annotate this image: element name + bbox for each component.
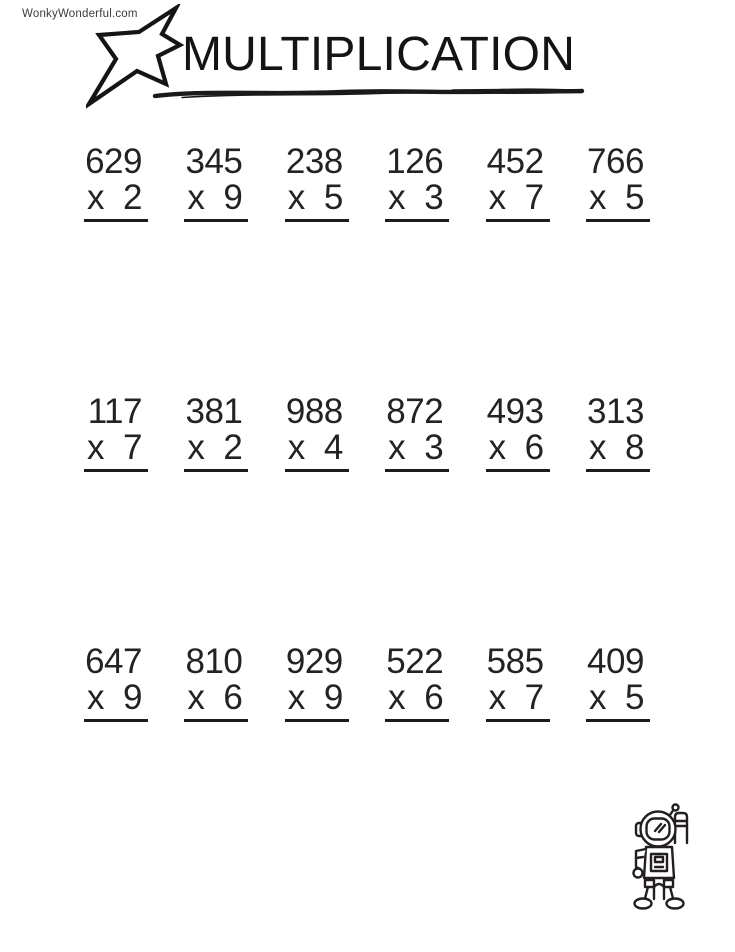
multiplier: 7 <box>524 678 544 717</box>
multiplier-line <box>285 430 349 472</box>
multiplier: 7 <box>524 178 544 217</box>
multiplier: 8 <box>624 428 644 467</box>
multiplicand: 409 <box>587 642 644 681</box>
multiplier: 4 <box>323 428 343 467</box>
multiplier: 7 <box>123 428 142 467</box>
multiplier: 9 <box>123 678 142 717</box>
multiplicand: 629 <box>85 142 142 181</box>
multiplicand: 929 <box>285 642 343 681</box>
multiplier-line <box>84 680 148 722</box>
problem-cell <box>84 394 148 472</box>
problem-cell <box>385 144 449 222</box>
times-sign: x <box>388 428 406 467</box>
multiplicand: 345 <box>185 142 243 181</box>
multiplicand: 766 <box>587 142 644 181</box>
multiplier-line <box>84 180 148 222</box>
times-sign: x <box>588 428 606 467</box>
multiplier-line <box>586 180 650 222</box>
multiplier: 9 <box>323 678 343 717</box>
multiplier: 6 <box>424 678 444 717</box>
multiplicand: 522 <box>386 642 444 681</box>
times-sign: x <box>287 428 305 467</box>
times-sign: x <box>588 178 606 217</box>
problem-row-1 <box>84 144 650 222</box>
times-sign: x <box>488 428 506 467</box>
multiplier: 5 <box>323 178 343 217</box>
problem-cell <box>586 394 650 472</box>
multiplier: 5 <box>624 178 644 217</box>
title-underline-brush <box>152 85 586 103</box>
problem-cell <box>486 644 550 722</box>
problem-row-3 <box>84 644 650 722</box>
multiplicand: 117 <box>87 392 142 431</box>
problem-cell <box>586 144 650 222</box>
problem-row-2 <box>84 394 650 472</box>
multiplier-line <box>184 680 248 722</box>
multiplicand: 810 <box>185 642 243 681</box>
problem-cell <box>285 644 349 722</box>
problem-cell <box>84 644 148 722</box>
multiplier-line <box>285 180 349 222</box>
times-sign: x <box>488 178 506 217</box>
times-sign: x <box>87 428 104 467</box>
times-sign: x <box>588 678 606 717</box>
multiplier: 5 <box>624 678 644 717</box>
multiplicand: 988 <box>285 392 343 431</box>
multiplier: 3 <box>424 178 444 217</box>
multiplicand: 647 <box>85 642 142 681</box>
multiplicand: 585 <box>486 642 544 681</box>
multiplier-line <box>285 680 349 722</box>
multiplicand: 313 <box>587 392 644 431</box>
times-sign: x <box>388 178 406 217</box>
problem-cell <box>486 144 550 222</box>
multiplier: 2 <box>123 178 142 217</box>
multiplier: 6 <box>223 678 243 717</box>
problem-cell <box>285 394 349 472</box>
multiplier-line <box>385 680 449 722</box>
times-sign: x <box>287 178 305 217</box>
problem-cell <box>184 144 248 222</box>
astronaut-icon <box>628 801 722 913</box>
times-sign: x <box>488 678 506 717</box>
multiplier-line <box>84 430 148 472</box>
multiplier-line <box>486 180 550 222</box>
times-sign: x <box>87 678 104 717</box>
times-sign: x <box>187 428 205 467</box>
times-sign: x <box>388 678 406 717</box>
multiplicand: 126 <box>386 142 444 181</box>
times-sign: x <box>87 178 104 217</box>
multiplicand: 238 <box>285 142 343 181</box>
problem-cell <box>184 644 248 722</box>
multiplier: 6 <box>524 428 544 467</box>
multiplier-line <box>385 180 449 222</box>
problem-cell <box>385 394 449 472</box>
page-title: MULTIPLICATION <box>182 28 576 81</box>
times-sign: x <box>187 178 205 217</box>
multiplier: 9 <box>223 178 243 217</box>
multiplier-line <box>184 180 248 222</box>
multiplier-line <box>385 430 449 472</box>
multiplier-line <box>486 680 550 722</box>
problem-cell <box>84 144 148 222</box>
multiplier-line <box>184 430 248 472</box>
times-sign: x <box>187 678 205 717</box>
multiplicand: 493 <box>486 392 544 431</box>
problem-cell <box>486 394 550 472</box>
problem-cell <box>385 644 449 722</box>
problem-cell <box>184 394 248 472</box>
multiplicand: 381 <box>185 392 243 431</box>
multiplicand: 452 <box>486 142 544 181</box>
multiplier-line <box>586 680 650 722</box>
multiplier-line <box>586 430 650 472</box>
multiplicand: 872 <box>386 392 444 431</box>
times-sign: x <box>287 678 305 717</box>
problem-cell <box>586 644 650 722</box>
multiplier: 2 <box>223 428 243 467</box>
site-credit: WonkyWonderful.com <box>22 8 138 20</box>
multiplier-line <box>486 430 550 472</box>
problem-cell <box>285 144 349 222</box>
multiplier: 3 <box>424 428 444 467</box>
